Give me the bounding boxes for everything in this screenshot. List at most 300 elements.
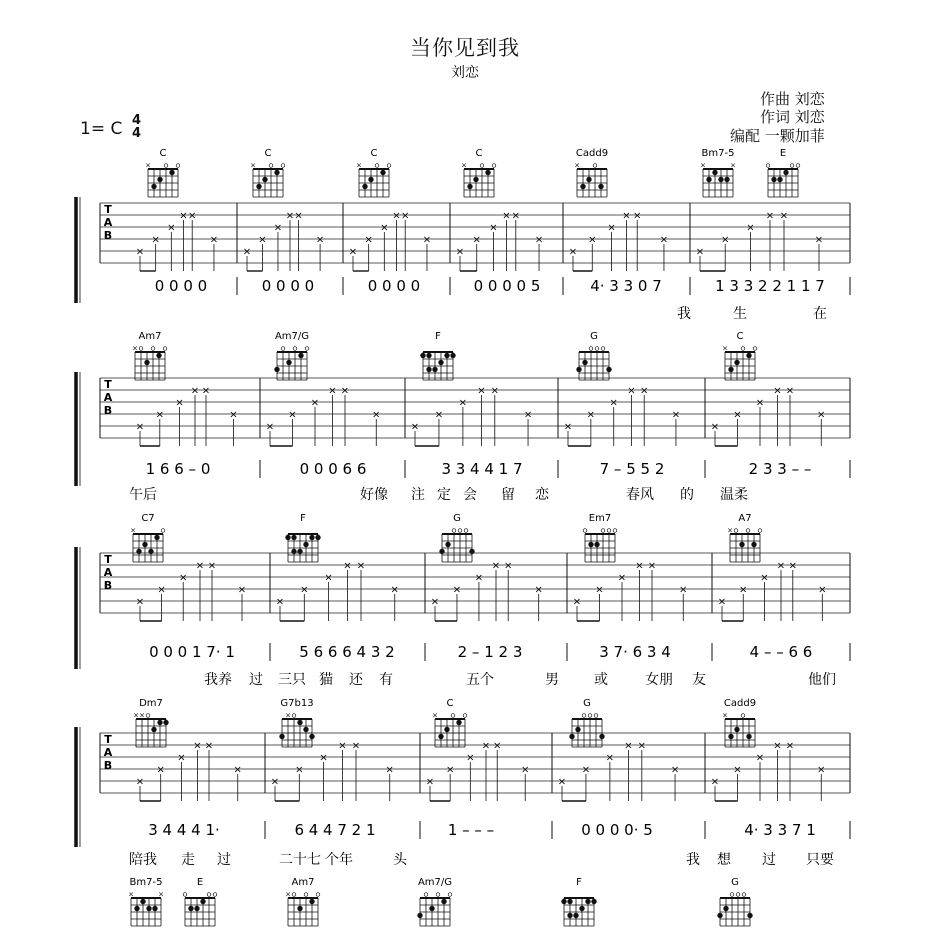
finger-dot (315, 535, 320, 540)
lyric-text: 只要 (806, 852, 834, 868)
strum-mark: × (156, 764, 165, 776)
strum-mark: × (627, 385, 636, 397)
strum-mark: × (372, 409, 381, 421)
lyric-text: 有 (379, 672, 393, 688)
strum-mark: × (572, 596, 582, 608)
jianpu-measure: 0 0 0 6 6 (299, 460, 367, 478)
strum-mark: × (609, 397, 618, 409)
lyric-text: 他们 (808, 672, 836, 688)
open-string-mark (304, 893, 308, 897)
strum-mark: × (670, 764, 680, 776)
finger-dot (594, 542, 599, 547)
chord-name: Em7 (588, 513, 612, 524)
finger-dot (444, 353, 449, 358)
open-string-mark (269, 164, 273, 168)
finger-dot (134, 906, 139, 911)
arranger-credit: 编配 一颗加菲 (730, 127, 825, 145)
chord-name: G (583, 698, 591, 709)
strum-mark: × (779, 210, 789, 222)
finger-dot (717, 913, 722, 918)
finger-dot (303, 727, 308, 732)
strum-mark: × (285, 210, 295, 222)
strum-mark: × (294, 210, 303, 222)
jianpu-measure: 1 3 3 2 2 1 1 7 (715, 277, 825, 295)
finger-dot (432, 367, 437, 372)
finger-dot (144, 360, 149, 365)
finger-dot (291, 535, 296, 540)
finger-dot (154, 535, 159, 540)
finger-dot (575, 727, 580, 732)
muted-string-mark: × (158, 890, 164, 899)
song-title: 当你见到我 (410, 36, 520, 60)
chord-diagram-g (576, 331, 611, 380)
tab-clef-letter: A (103, 216, 113, 229)
tab-clef-letter: B (103, 404, 113, 417)
chord-name: C (446, 698, 454, 709)
chord-diagram-cadd9 (722, 698, 756, 747)
finger-dot (194, 906, 199, 911)
lyric-text: 想 (717, 852, 731, 868)
strum-mark: × (340, 385, 350, 397)
finger-dot (438, 734, 443, 739)
strum-mark: × (242, 246, 252, 258)
chord-diagram-em7 (583, 513, 617, 562)
chord-diagram-f (285, 513, 320, 562)
finger-dot (426, 353, 431, 358)
finger-dot (450, 353, 455, 358)
muted-string-mark: × (574, 161, 580, 170)
lyric-text: 女朋 (645, 672, 673, 688)
open-string-mark (436, 893, 440, 897)
strum-mark: × (788, 560, 797, 572)
chord-name: C (370, 148, 378, 159)
chord-name: C (264, 148, 272, 159)
lyric-text: 走 (181, 852, 195, 868)
muted-string-mark: × (130, 526, 136, 535)
open-string-mark (588, 714, 592, 718)
lyric-text: 留 (501, 487, 515, 503)
chord-name: Dm7 (139, 698, 163, 709)
tab-clef-letter: B (103, 759, 113, 772)
finger-dot (777, 177, 782, 182)
strum-mark: × (328, 385, 337, 397)
jianpu-measure: 6 4 4 7 2 1 (294, 821, 376, 839)
finger-dot (712, 170, 717, 175)
chord-diagram-g7b13 (279, 698, 314, 747)
strum-mark: × (135, 596, 145, 608)
finger-dot (567, 913, 572, 918)
chord-diagram-bm7-5 (128, 877, 164, 926)
chord-diagram-am7 (132, 331, 167, 380)
lyric-text: 还 (349, 672, 363, 688)
strum-mark: × (814, 234, 824, 246)
chord-name: A7 (738, 513, 752, 524)
open-string-mark (139, 347, 143, 351)
open-string-mark (281, 347, 285, 351)
strum-mark: × (586, 409, 596, 421)
finger-dot (420, 353, 425, 358)
lyric-text: 注 (411, 487, 425, 503)
strum-mark: × (380, 222, 389, 234)
tab-clef-letter: T (104, 203, 112, 216)
chord-name: E (196, 877, 204, 888)
jianpu-measure: 7 – 5 5 2 (599, 460, 665, 478)
finger-dot (417, 913, 422, 918)
open-string-mark (742, 893, 746, 897)
lyric-text: 温柔 (720, 487, 748, 503)
strum-mark: × (605, 752, 615, 764)
strum-mark: × (273, 222, 283, 234)
open-string-mark (753, 347, 757, 351)
tab-clef-letter: A (103, 566, 113, 579)
strum-mark: × (452, 584, 462, 596)
finger-dot (140, 899, 145, 904)
strum-mark: × (343, 560, 352, 572)
strum-mark: × (209, 234, 219, 246)
open-string-mark (601, 529, 605, 533)
chord-diagram-g (439, 513, 474, 562)
chord-name: F (435, 331, 441, 342)
strum-mark: × (319, 752, 328, 764)
lyric-text: 生 (733, 306, 747, 322)
open-string-mark (595, 347, 599, 351)
strum-mark: × (167, 222, 176, 234)
strum-mark: × (622, 210, 631, 222)
lyric-text: 个年 (325, 852, 353, 868)
tab-clef-letter: A (103, 391, 113, 404)
lyric-text: 在 (813, 306, 827, 322)
strum-mark: × (595, 584, 604, 596)
strum-mark: × (338, 740, 347, 752)
strum-mark: × (671, 409, 681, 421)
strum-mark: × (647, 560, 657, 572)
chord-name: Am7 (291, 877, 315, 888)
lyric-text: 过 (249, 672, 263, 688)
open-string-mark (458, 529, 462, 533)
lyric-text: 陪我 (129, 852, 157, 868)
strum-mark: × (624, 740, 633, 752)
strum-mark: × (455, 246, 465, 258)
strum-mark: × (581, 764, 591, 776)
strum-mark: × (288, 409, 297, 421)
open-string-mark (480, 164, 484, 168)
chord-diagram-c (250, 148, 285, 197)
chord-name: F (576, 877, 582, 888)
strum-mark: × (490, 385, 499, 397)
finger-dot (567, 899, 572, 904)
muted-string-mark: × (356, 161, 362, 170)
finger-dot (256, 184, 261, 189)
finger-dot (279, 734, 284, 739)
finger-dot (580, 184, 585, 189)
muted-string-mark: × (700, 161, 706, 170)
strum-mark: × (135, 421, 145, 433)
chord-diagram-c (145, 148, 180, 197)
lyric-text: 定 (437, 487, 451, 503)
finger-dot (309, 535, 314, 540)
open-string-mark (601, 347, 605, 351)
jianpu-measure: 0 0 0 0 (261, 277, 315, 295)
strum-mark: × (679, 584, 688, 596)
strum-mark: × (410, 421, 420, 433)
finger-dot (734, 727, 739, 732)
finger-dot (723, 906, 728, 911)
tab-clef-letter: T (104, 553, 112, 566)
open-string-mark (292, 893, 296, 897)
chord-diagram-f (420, 331, 455, 380)
strum-mark: × (733, 409, 742, 421)
finger-dot (163, 720, 168, 725)
strum-mark: × (188, 210, 197, 222)
jianpu-measure: 2 3 3 – – (748, 460, 812, 478)
strum-mark: × (390, 584, 399, 596)
finger-dot (582, 360, 587, 365)
strum-mark: × (229, 409, 238, 421)
strum-mark: × (295, 764, 304, 776)
strum-mark: × (135, 246, 145, 258)
chord-diagram-a7 (727, 513, 762, 562)
strum-mark: × (356, 560, 366, 572)
strum-mark: × (385, 764, 394, 776)
finger-dot (467, 184, 472, 189)
open-string-mark (293, 347, 297, 351)
jianpu-measure: 0 0 0 0 (154, 277, 208, 295)
strum-mark: × (755, 397, 765, 409)
strum-mark: × (204, 740, 214, 752)
open-string-mark (741, 714, 745, 718)
jianpu-measure: 4· 3 3 7 1 (744, 821, 816, 839)
tab-clef-letter: A (103, 746, 113, 759)
strum-mark: × (233, 764, 242, 776)
lyric-text: 的 (680, 487, 694, 503)
chord-name: C (736, 331, 744, 342)
lyric-text: 我 (677, 306, 691, 322)
jianpu-measure: 4· 3 3 0 7 (590, 277, 662, 295)
strum-mark: × (275, 596, 285, 608)
jianpu-measure: 3 7· 6 3 4 (599, 643, 671, 661)
finger-dot (746, 734, 751, 739)
strum-mark: × (710, 421, 720, 433)
chord-name: Cadd9 (723, 698, 757, 709)
strum-mark: × (258, 234, 267, 246)
strum-mark: × (151, 234, 160, 246)
finger-dot (485, 170, 490, 175)
finger-dot (441, 899, 446, 904)
chord-name: C7 (141, 513, 155, 524)
jianpu-measure: 4 – – 6 6 (749, 643, 813, 661)
strum-mark: × (773, 385, 782, 397)
strum-mark: × (534, 234, 544, 246)
strum-mark: × (472, 234, 481, 246)
strum-mark: × (502, 210, 511, 222)
finger-dot (152, 906, 157, 911)
finger-dot (429, 906, 434, 911)
finger-dot (303, 542, 308, 547)
open-string-mark (375, 164, 379, 168)
chord-name: G7b13 (280, 698, 314, 709)
open-string-mark (292, 714, 296, 718)
strum-mark: × (617, 572, 627, 584)
chord-diagram-g (569, 698, 604, 747)
finger-dot (561, 899, 566, 904)
finger-dot (598, 184, 603, 189)
strum-mark: × (534, 584, 543, 596)
chord-diagram-e (766, 148, 800, 197)
lyric-text: 头 (393, 852, 407, 868)
lyric-text: 男 (545, 672, 559, 688)
strum-mark: × (270, 776, 280, 788)
open-string-mark (207, 893, 211, 897)
open-string-mark (790, 164, 794, 168)
strum-mark: × (445, 764, 455, 776)
strum-mark: × (765, 210, 775, 222)
strum-mark: × (785, 385, 795, 397)
strum-mark: × (523, 409, 533, 421)
finger-dot (274, 170, 279, 175)
muted-string-mark: × (250, 161, 256, 170)
open-string-mark (593, 164, 597, 168)
muted-string-mark: × (285, 711, 291, 720)
lyric-text: 恋 (535, 487, 549, 503)
strum-mark: × (710, 776, 720, 788)
chord-name: G (453, 513, 461, 524)
tab-clef-letter: B (103, 229, 113, 242)
open-string-mark (305, 347, 309, 351)
open-string-mark (316, 893, 320, 897)
chord-name: E (779, 148, 787, 159)
lyric-text: 会 (463, 487, 477, 503)
finger-dot (142, 542, 147, 547)
lyric-text: 三只 (278, 672, 306, 688)
chord-name: C (159, 148, 167, 159)
open-string-mark (163, 347, 167, 351)
open-string-mark (796, 164, 800, 168)
lyric-text: 二十七 (279, 852, 321, 868)
lyric-text: 过 (217, 852, 231, 868)
strum-mark: × (392, 210, 401, 222)
open-string-mark (183, 893, 187, 897)
tab-clef-letter: B (103, 579, 113, 592)
time-signature-bottom: 4 (132, 126, 142, 141)
strum-mark: × (776, 560, 786, 572)
finger-dot (368, 177, 373, 182)
finger-dot (297, 720, 302, 725)
finger-dot (156, 353, 161, 358)
finger-dot (718, 177, 723, 182)
strum-mark: × (434, 409, 444, 421)
song-artist: 刘恋 (451, 65, 479, 81)
finger-dot (262, 177, 267, 182)
composer-credit: 作曲 刘恋 (760, 90, 825, 108)
finger-dot (169, 170, 174, 175)
open-string-mark (746, 529, 750, 533)
chord-name: Am7/G (417, 877, 453, 888)
chord-diagram-c (722, 331, 757, 380)
finger-dot (585, 899, 590, 904)
strum-mark: × (201, 385, 211, 397)
finger-dot (751, 542, 756, 547)
finger-dot (286, 360, 291, 365)
chord-diagram-c (432, 698, 467, 747)
chord-name: Am7/G (274, 331, 310, 342)
tab-clef-letter: T (104, 378, 112, 391)
finger-dot (591, 899, 596, 904)
strum-mark: × (466, 752, 475, 764)
open-string-mark (281, 164, 285, 168)
lyricist-credit: 作词 刘恋 (760, 108, 825, 126)
chord-name: Bm7-5 (129, 877, 163, 888)
strum-mark: × (773, 740, 782, 752)
strum-mark: × (755, 752, 765, 764)
open-string-mark (741, 347, 745, 351)
muted-string-mark: × (132, 344, 138, 353)
muted-string-mark: × (722, 711, 728, 720)
finger-dot (579, 906, 584, 911)
strum-mark: × (521, 764, 530, 776)
muted-string-mark: × (722, 344, 728, 353)
finger-dot (151, 184, 156, 189)
open-string-mark (451, 714, 455, 718)
strum-mark: × (175, 397, 184, 409)
finger-dot (274, 367, 279, 372)
strum-mark: × (193, 740, 202, 752)
open-string-mark (734, 529, 738, 533)
open-string-mark (164, 164, 168, 168)
open-string-mark (613, 529, 617, 533)
lyric-text: 过 (762, 852, 776, 868)
jianpu-measure: 2 – 1 2 3 (457, 643, 523, 661)
muted-string-mark: × (145, 161, 151, 170)
finger-dot (473, 177, 478, 182)
open-string-mark (492, 164, 496, 168)
finger-dot (706, 177, 711, 182)
finger-dot (309, 734, 314, 739)
open-string-mark (387, 164, 391, 168)
finger-dot (746, 353, 751, 358)
open-string-mark (424, 893, 428, 897)
strum-mark: × (818, 584, 827, 596)
strum-mark: × (721, 234, 730, 246)
strum-mark: × (310, 397, 320, 409)
lyric-text: 猫 (319, 672, 333, 688)
finger-dot (569, 734, 574, 739)
strum-mark: × (458, 397, 468, 409)
open-string-mark (463, 714, 467, 718)
finger-dot (285, 535, 290, 540)
open-string-mark (213, 893, 217, 897)
chord-diagram-c7 (130, 513, 165, 562)
finger-dot (739, 542, 744, 547)
finger-dot (747, 913, 752, 918)
chord-diagram-am7-g (274, 331, 309, 380)
chord-name: Am7 (138, 331, 162, 342)
muted-string-mark: × (133, 711, 139, 720)
finger-dot (588, 542, 593, 547)
key-signature: 1= C (80, 119, 123, 139)
strum-mark: × (817, 764, 826, 776)
strum-mark: × (237, 584, 247, 596)
finger-dot (200, 899, 205, 904)
chord-diagram-am7 (285, 877, 320, 926)
finger-dot (573, 913, 578, 918)
strum-mark: × (568, 246, 578, 258)
chord-name: C (475, 148, 483, 159)
tab-clef-letter: T (104, 733, 112, 746)
chord-diagram-f (561, 877, 596, 926)
jianpu-measure: 0 0 0 0 5 (473, 277, 541, 295)
finger-dot (362, 184, 367, 189)
lyric-text: 午后 (129, 487, 157, 503)
